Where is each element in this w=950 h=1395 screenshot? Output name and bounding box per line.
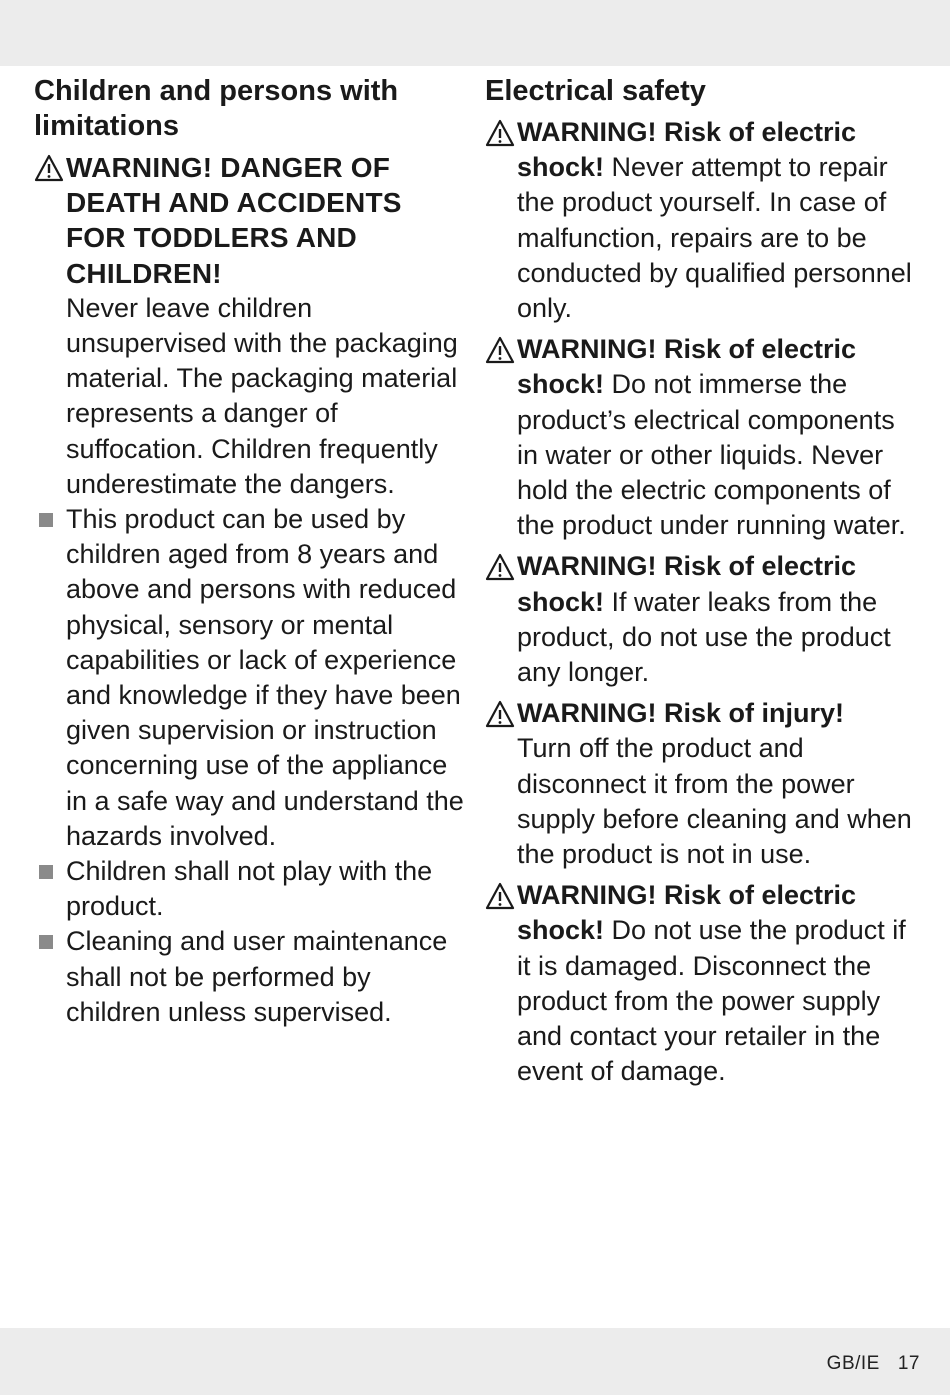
warning-text: Do not immerse the product’s electrical components in water or other liquids. Never hold the electric components of the product under running water. [517,369,906,541]
warning-triangle-icon [485,335,515,365]
warning-electric-leak [485,549,917,690]
warning-title: WARNING! Risk of electric shock! [517,880,857,946]
section-heading-children: Children and persons with limitations [34,75,399,142]
footer-band [0,1328,950,1395]
warning-title: WARNING! Risk of electric shock! [517,334,857,400]
footer-locale: GB/IE [826,1353,880,1374]
bullet-square-icon [39,865,53,879]
bullet-square-icon [39,513,53,527]
warning-text: Never leave children unsupervised with the packaging material. The packaging material represents a danger of suffocation. Children frequently underestimate the dangers. [66,292,458,499]
warning-text: Turn off the product and disconnect it from the power supply before cleaning and when the product is not in use. [517,733,912,870]
list-item-text: Cleaning and user maintenance shall not be performed by children unless supervised. [66,926,448,1027]
warning-title: WARNING! Risk of electric shock! [517,551,857,617]
list-item [34,924,468,1030]
left-column [34,74,468,1030]
list-item [34,502,468,854]
warning-triangle-icon [485,881,515,911]
bullet-square-icon [39,935,53,949]
list-item-text: This product can be used by children aged from 8 years and above and persons with reduced physical, sensory or mental capabilities or lack of experience and knowledge if they have been given supervision or instruction concerning use of the appliance in a safe way and understand the hazards involved. [66,504,464,851]
warning-triangle-icon [485,699,515,729]
list-item-text: Children shall not play with the product. [66,856,433,922]
warning-title: WARNING! Risk of electric shock! [517,117,857,183]
warning-text: Never attempt to repair the product yourself. In case of malfunction, repairs are to be conducted by qualified personnel only. [517,152,912,324]
header-band [0,0,950,66]
footer [827,1353,920,1375]
page-number: 17 [897,1353,920,1374]
warning-danger-toddlers [34,150,468,502]
warning-text: If water leaks from the product, do not use the product any longer. [517,586,891,688]
right-column [485,74,917,1089]
warning-title: WARNING! DANGER OF DEATH AND ACCIDENTS FOR TODDLERS AND CHILDREN! [66,152,402,289]
warning-triangle-icon [34,153,64,183]
section-heading-electrical: Electrical safety [485,75,706,107]
warning-electric-repair [485,115,917,326]
warning-triangle-icon [485,118,515,148]
list-item [34,854,468,924]
warning-title: WARNING! Risk of injury! [517,698,845,729]
warning-electric-immerse [485,332,917,543]
warning-triangle-icon [485,552,515,582]
warning-injury [485,696,917,872]
warning-electric-damaged [485,878,917,1089]
warning-text: Do not use the product if it is damaged. Disconnect the product from the power supply and contact your retailer in the event of damage. [517,915,906,1087]
